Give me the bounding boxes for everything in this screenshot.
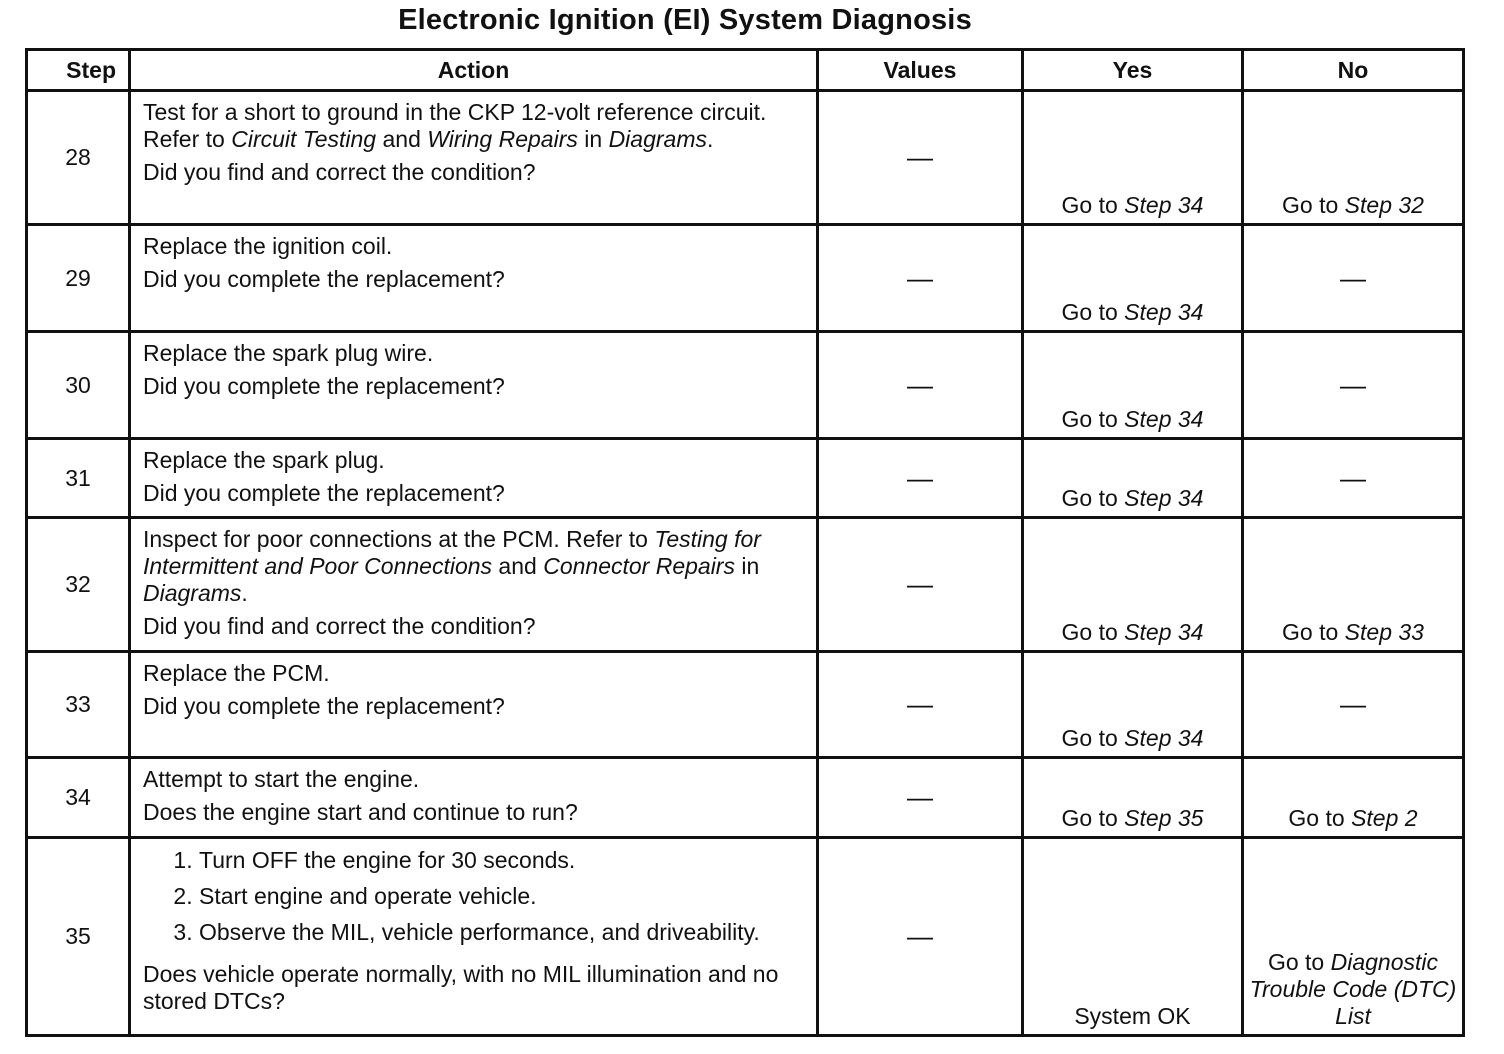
yes-cell: Go to Step 34: [1023, 439, 1243, 518]
header-step: Step: [27, 50, 130, 91]
value-cell: —: [818, 91, 1023, 225]
table-row: [27, 758, 1464, 838]
step-number: 29: [27, 225, 130, 332]
no-cell: Go to Step 32: [1243, 91, 1464, 225]
instruction: Inspect for poor connections at the PCM. Refer to Testing for Intermittent and Poor Connections and Connector Repairs in Diagrams.: [143, 526, 761, 606]
no-cell: —: [1243, 225, 1464, 332]
action-cell: [130, 518, 818, 652]
page-title: Electronic Ignition (EI) System Diagnosis: [398, 4, 972, 36]
dtc-list-link[interactable]: Diagnostic Trouble Code (DTC) List: [1249, 949, 1457, 1029]
table-row: [27, 439, 1464, 518]
list-item: 1. Turn OFF the engine for 30 seconds.: [199, 847, 806, 874]
step-number: 33: [27, 652, 130, 758]
yes-step-link[interactable]: Step 35: [1124, 805, 1204, 831]
no-cell: Go to Step 33: [1243, 518, 1464, 652]
no-cell: —: [1243, 652, 1464, 758]
question: Did you complete the replacement?: [143, 373, 505, 399]
no-cell: —: [1243, 439, 1464, 518]
no-step-link[interactable]: Step 2: [1351, 805, 1418, 831]
header-values: Values: [818, 50, 1023, 91]
table-row: [27, 225, 1464, 332]
yes-cell: Go to Step 34: [1023, 91, 1243, 225]
step-number: 35: [27, 838, 130, 1036]
action-cell: [130, 838, 818, 1036]
table-row: [27, 332, 1464, 439]
yes-step-link[interactable]: Step 34: [1124, 192, 1204, 218]
yes-cell: Go to Step 35: [1023, 758, 1243, 838]
list-item: 3. Observe the MIL, vehicle performance, and driveability.: [199, 919, 806, 946]
action-cell: [130, 332, 818, 439]
question: Did you complete the replacement?: [143, 693, 505, 719]
action-cell: [130, 91, 818, 225]
action-cell: [130, 652, 818, 758]
step-number: 34: [27, 758, 130, 838]
yes-cell: Go to Step 34: [1023, 225, 1243, 332]
instruction: Replace the ignition coil.: [143, 233, 393, 259]
value-cell: —: [818, 332, 1023, 439]
instruction: Replace the spark plug wire.: [143, 340, 434, 366]
instruction-list: [143, 839, 806, 955]
value-cell: —: [818, 439, 1023, 518]
value-cell: —: [818, 652, 1023, 758]
yes-step-link[interactable]: Step 34: [1124, 725, 1204, 751]
table-row: [27, 518, 1464, 652]
value-cell: —: [818, 518, 1023, 652]
action-cell: [130, 225, 818, 332]
yes-cell: System OK: [1023, 838, 1243, 1036]
yes-step-link[interactable]: Step 34: [1124, 406, 1204, 432]
no-cell: Go to Diagnostic Trouble Code (DTC) List: [1243, 838, 1464, 1036]
table-row: [27, 652, 1464, 758]
yes-step-link[interactable]: Step 34: [1124, 485, 1204, 511]
no-cell: —: [1243, 332, 1464, 439]
table-row: [27, 838, 1464, 1036]
question: Did you find and correct the condition?: [143, 613, 536, 639]
yes-cell: Go to Step 34: [1023, 518, 1243, 652]
question: Does vehicle operate normally, with no MIL illumination and no stored DTCs?: [143, 961, 779, 1014]
step-number: 31: [27, 439, 130, 518]
header-yes: Yes: [1023, 50, 1243, 91]
header-row: [27, 50, 1464, 91]
value-cell: —: [818, 225, 1023, 332]
yes-cell: Go to Step 34: [1023, 332, 1243, 439]
instruction: Test for a short to ground in the CKP 12-volt reference circuit. Refer to Circuit Testing and Wiring Repairs in Diagrams.: [143, 99, 767, 152]
instruction: Replace the spark plug.: [143, 447, 385, 473]
value-cell: —: [818, 838, 1023, 1036]
instruction: Replace the PCM.: [143, 660, 330, 686]
action-cell: [130, 439, 818, 518]
step-number: 32: [27, 518, 130, 652]
step-number: 30: [27, 332, 130, 439]
list-item: 2. Start engine and operate vehicle.: [199, 883, 806, 910]
action-cell: [130, 758, 818, 838]
yes-step-link[interactable]: Step 34: [1124, 299, 1204, 325]
no-cell: Go to Step 2: [1243, 758, 1464, 838]
table-row: [27, 91, 1464, 225]
no-step-link[interactable]: Step 33: [1344, 619, 1424, 645]
yes-cell: Go to Step 34: [1023, 652, 1243, 758]
question: Did you complete the replacement?: [143, 266, 505, 292]
question: Did you complete the replacement?: [143, 480, 505, 506]
diagnosis-table: [25, 48, 1465, 1037]
instruction: Attempt to start the engine.: [143, 766, 420, 792]
value-cell: —: [818, 758, 1023, 838]
header-action: Action: [130, 50, 818, 91]
no-step-link[interactable]: Step 32: [1344, 192, 1424, 218]
yes-step-link[interactable]: Step 34: [1124, 619, 1204, 645]
header-no: No: [1243, 50, 1464, 91]
step-number: 28: [27, 91, 130, 225]
question: Does the engine start and continue to run?: [143, 799, 578, 825]
question: Did you find and correct the condition?: [143, 159, 536, 185]
